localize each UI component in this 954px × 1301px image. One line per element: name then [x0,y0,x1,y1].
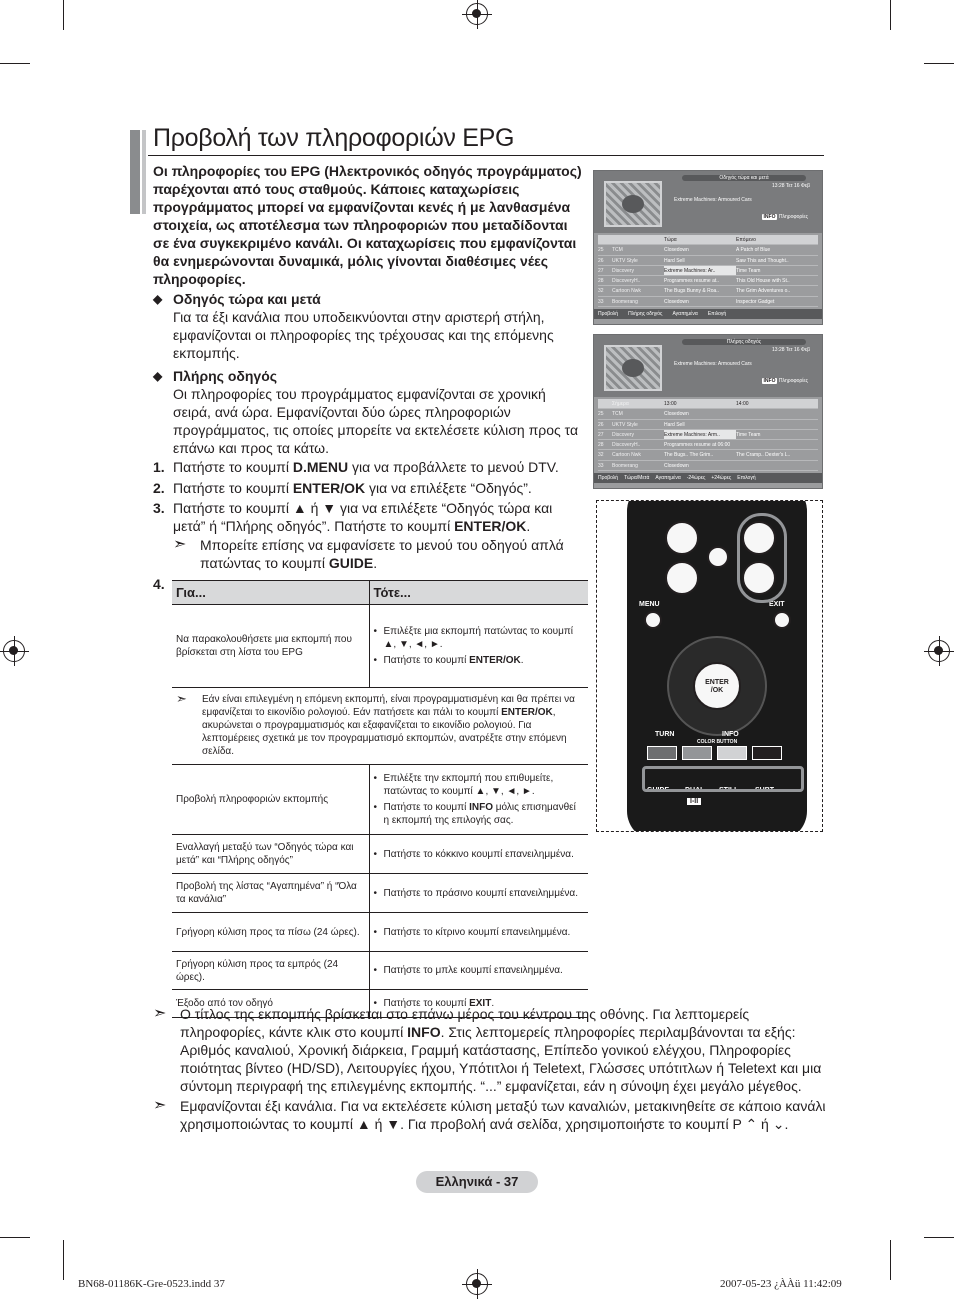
table-row[interactable]: 28 DiscoveryH.. Programmes resume at.. This Old House with St.. [598,276,818,286]
screen-time: 13:28 Τετ 16 Φεβ [772,347,810,353]
table-row[interactable]: 32 Cartoon Nwk The Bugs.. The Grim.. The Cramp.. Dexter's L.. [598,450,818,460]
table-cell [369,835,588,874]
table-row [172,765,588,835]
epg-screen-full-guide [593,334,823,489]
note-arrow-icon: ➣ [153,1097,167,1114]
list-item: • Πατήστε το πράσινο κουμπί επανειλημμένα. [374,887,585,900]
crop-mark [0,1237,30,1238]
note-arrow-icon: ➣ [173,536,187,553]
return-label: TURN [655,731,675,738]
registration-mark [3,640,25,662]
table-cell [369,952,588,990]
preview-thumbnail [604,181,662,227]
crop-mark [924,1237,954,1238]
note-text: Μπορείτε επίσης να εμφανίσετε το μενού του οδηγού απλά πατώντας το κουμπί [200,537,564,571]
green-button[interactable] [682,746,712,760]
list-item: • Πατήστε το μπλε κουμπί επανειλημμένα. [374,964,585,977]
table-note: ➣ Εάν είναι επιλεγμένη η επόμενη εκπομπή, είναι προγραμματισμένη και θα πρέπει να εμφανίζεται το εικονίδιο ρολογιού. Εάν πατήσετε και πάλι το κουμπί ENTER/OK, ακυρώνεται ο προγραμματισμός και εξαφανίζεται το εικονίδιο ρολογιού. Για λεπτομέρειες σχετικά με τον προγραμματισμό εκπομπών, ανατρέξτε στην επόμενη σελίδα. [172,688,588,765]
screen-programme: Extreme Machines: Armoured Cars [674,197,752,203]
step-key: D.MENU [292,459,349,475]
list-item: • Επιλέξτε μια εκπομπή πατώντας το κουμπί ▲, ▼, ◄, ►. [374,625,585,651]
exit-button[interactable] [773,611,791,629]
step-number: 1. [153,459,165,475]
screen-footer: Προβολή Πλήρης οδηγός Αγαπημένα Επιλογή [594,309,822,319]
title-rule [148,155,824,156]
bullet-heading: ◆ Οδηγός τώρα και μετά [153,290,583,308]
screen-header: Πλήρης οδηγός [682,339,806,345]
crop-mark [924,63,954,64]
table-row [172,835,588,874]
list-item: • Πατήστε το κουμπί EXIT. [374,997,585,1010]
table-row[interactable]: 32 Cartoon Nwk The Bugs Bunny & Roa.. The Grim Adventures o.. [598,286,818,296]
crop-mark [0,63,30,64]
table-cell: Γρήγορη κύλιση προς τα πίσω (24 ώρες). [172,913,369,952]
list-item: • Πατήστε το κουμπί INFO μόλις επισημανθεί η εκπομπή της επιλογής σας. [374,801,585,827]
info-label: INFO [722,731,739,738]
step-text: για να προβάλλετε το μενού DTV. [348,459,559,475]
enter-ok-label: ENTER /OK [705,679,729,694]
menu-button-label: MENU [639,601,660,608]
screen-time: 13:28 Τετ 16 Φεβ [772,183,810,189]
table-cell [369,913,588,952]
table-header-left: Για... [172,581,369,605]
table-cell: Να παρακολουθήσετε μια εκπομπή που βρίσκεται στη λίστα του EPG [172,605,369,688]
menu-button[interactable] [644,611,662,629]
step-text: Πατήστε το κουμπί ▲ ή ▼ για να επιλέξετε “Οδηγός τώρα και μετά” ή “Πλήρης οδηγός”. Πατήστε το κουμπί [173,500,553,534]
grid-header: Σήμερα 13:00 14:00 [598,399,818,409]
mute-icon[interactable] [707,546,729,568]
screen-header: Οδηγός τώρα και μετά [682,175,806,181]
epg-grid [594,233,822,309]
table-header [172,581,588,605]
note-text: . [373,555,378,571]
list-item: • Επιλέξτε την εκπομπή που επιθυμείτε, πατώντας το κουμπί ▲, ▼, ◄, ►. [374,772,585,798]
subt-label: SUBT. [755,787,776,794]
screen-info: INFO Πληροφορίες [763,214,808,220]
dual-label: DUAL [685,787,705,794]
epg-grid [594,397,822,473]
step-text: Πατήστε το κουμπί [173,480,293,496]
yellow-button[interactable] [717,746,747,760]
table-note-row [172,688,588,765]
crop-mark [890,0,891,30]
table-row [172,952,588,990]
note-key: GUIDE [328,555,374,571]
blue-button[interactable] [752,746,782,760]
registration-mark [466,3,488,25]
bullet-heading: ◆ Πλήρης οδηγός [153,367,583,385]
screen-programme: Extreme Machines: Armoured Cars [674,361,752,367]
page-number: Ελληνικά - 37 [416,1171,538,1193]
preview-thumbnail [604,345,662,391]
crop-mark [63,0,64,30]
intro-paragraph: Οι πληροφορίες του EPG (Ηλεκτρονικός οδηγός προγράμματος) παρέχονται από τους σταθμούς. Κάποιες καταχωρίσεις προγράμματος μπορεί να εμφανίζονται κενές ή με λανθασμένα στοιχεία, ως αποτέλεσμα των πληροφοριών που μεταδίδονται σε ένα συγκεκριμένο κανάλι. Οι καταχωρίσεις που εμφανίζονται θα ενημερώνονται δυναμικά, μόλις γίνονται διαθέσιμες νέες πληροφορίες. [153,163,582,287]
bottom-note-2: ➣ Εμφανίζονται έξι κανάλια. Για να εκτελέσετε κύλιση μεταξύ των καναλιών, μετακινηθείτε σε κάποιο κανάλι χρησιμοποιώντας το κουμπί ▲ ή ▼. Για προβολή ανά σελίδα, χρησιμοποιήστε το κουμπί P ⌃ ή ⌄. [153,1097,826,1132]
table-header-right: Τότε... [369,581,588,605]
step-text: για να επιλέξετε “Οδηγός”. [365,480,532,496]
highlight-ring [642,766,804,792]
footer-file: BN68-01186K-Gre-0523.indd 37 [78,1278,225,1290]
table-row[interactable]: 26 UKTV Style Hard Sell Saw This and Thought.. [598,256,818,266]
table-cell: Εναλλαγή μεταξύ των “Οδηγός τώρα και μετά” και “Πλήρης οδηγός” [172,835,369,874]
table-cell: Προβολή πληροφοριών εκπομπής [172,765,369,835]
step3-note [173,536,583,572]
color-button-label: COLOR BUTTON [697,739,738,745]
step-number: 3. [153,500,165,516]
table-row[interactable]: 28 DiscoveryH.. Programmes resume at 06:00 [598,440,818,450]
exit-button-label: EXIT [769,601,785,608]
highlight-ring [737,513,787,603]
table-cell [369,765,588,835]
step-text: Πατήστε το κουμπί [173,459,293,475]
list-item: • Πατήστε το κίτρινο κουμπί επανειλημμένα. [374,926,585,939]
table-cell [369,874,588,913]
table-row[interactable]: 33 Boomerang Closedown Inspector Gadget [598,297,818,307]
bottom-note-1: ➣ Ο τίτλος της εκπομπής βρίσκεται στο επάνω μέρος του κέντρου της οθόνης. Για λεπτομερείς πληροφορίες, κάντε κλικ στο κουμπί INFO. Στις λεπτομερείς πληροφορίες περιλαμβάνονται τα εξής: Αριθμός καναλιού, Χρονική διάρκεια, Γραμμή κατάστασης, Επίπεδο γονικού ελέγχου, Πληροφορίες ποιότητας βίντεο (HD/SD), Λειτουργίες ήχου, Υπότιτλοι ή Teletext, Γλώσσες υπότιτλων ή Teletext και μια σύντομη περιγραφή της επιλεγμένης εκπομπής. “...” εμφανίζεται, εάν η σύνοψη έχει μεγάλο μέγεθος. [153,1005,822,1094]
step-key: ENTER/OK [292,480,366,496]
table-row [172,913,588,952]
step-1 [153,458,583,476]
registration-mark [928,640,950,662]
guide-label: GUIDE [647,787,670,794]
remote-illustration [596,500,823,832]
crop-mark [890,1240,891,1280]
table-row[interactable]: 27 Discovery Extreme Machines: Arm.. Time Team [598,430,818,440]
still-label: STILL [719,787,739,794]
table-cell: Έξοδο από τον οδηγό [172,990,369,1018]
step-number: 2. [153,480,165,496]
epg-screen-now-next [593,170,823,325]
registration-mark [466,1273,488,1295]
list-item: • Πατήστε το κόκκινο κουμπί επανειλημμένα. [374,848,585,861]
step-key: ENTER/OK [454,518,527,534]
bullet-body: Για τα έξι κανάλια που υποδεικνύονται στην αριστερή στήλη, εμφανίζονται οι πληροφορίες της τρέχουσας και της επόμενης εκπομπής. [173,309,554,361]
table-cell: Προβολή της λίστας “Αγαπημένα” ή “Όλα τα κανάλια” [172,874,369,913]
action-table [172,580,588,1018]
title-accent-bar [130,130,140,214]
bullet-now-next [153,290,583,362]
bullet-full-guide [153,367,583,457]
list-item: • Πατήστε το κουμπί ENTER/OK. [374,654,585,667]
grid-header: Τώρα Επόμενο [598,235,818,245]
dual-sub-label: I-II [687,798,701,805]
title-accent-bar [142,130,146,214]
step-text: . [526,518,531,534]
step-2 [153,479,583,497]
note-arrow-icon: ➣ [176,691,187,706]
table-row[interactable]: 27 Discovery Extreme Machines: Ar.. Time Team [598,266,818,276]
table-row[interactable]: 33 Boomerang Closedown [598,461,818,471]
note-arrow-icon: ➣ [153,1005,167,1022]
red-button[interactable] [647,746,677,760]
table-cell [369,605,588,688]
vol-down-button[interactable] [665,561,699,595]
vol-up-button[interactable] [665,521,699,555]
footer-date: 2007-05-23 ¿ÀÀü 11:42:09 [720,1278,842,1290]
table-row[interactable]: 26 UKTV Style Hard Sell [598,420,818,430]
step-3 [153,499,583,535]
screen-info: INFO Πληροφορίες [763,378,808,384]
table-cell: Γρήγορη κύλιση προς τα εμπρός (24 ώρες). [172,952,369,990]
crop-mark [63,1240,64,1280]
bullet-body: Οι πληροφορίες του προγράμματος εμφανίζονται σε χρονική σειρά, ανά ώρα. Εμφανίζονται δύο ώρες πληροφοριών προγράμματος, τις οποίες μπορείτε να εκτελέσετε κύλιση προς τα επάνω και προς τα κάτω. [173,386,579,456]
table-row [172,874,588,913]
page-title: Προβολή των πληροφοριών EPG [153,124,515,152]
screen-footer: Προβολή Τώρα/Μετά Αγαπημένα -24ώρες +24ώρες Επιλογή [594,473,822,483]
table-row[interactable]: 25 TCM Closedown A Patch of Blue [598,245,818,255]
step-number: 4. [153,576,165,592]
table-row[interactable]: 25 TCM Closedown [598,409,818,419]
table-row [172,605,588,688]
